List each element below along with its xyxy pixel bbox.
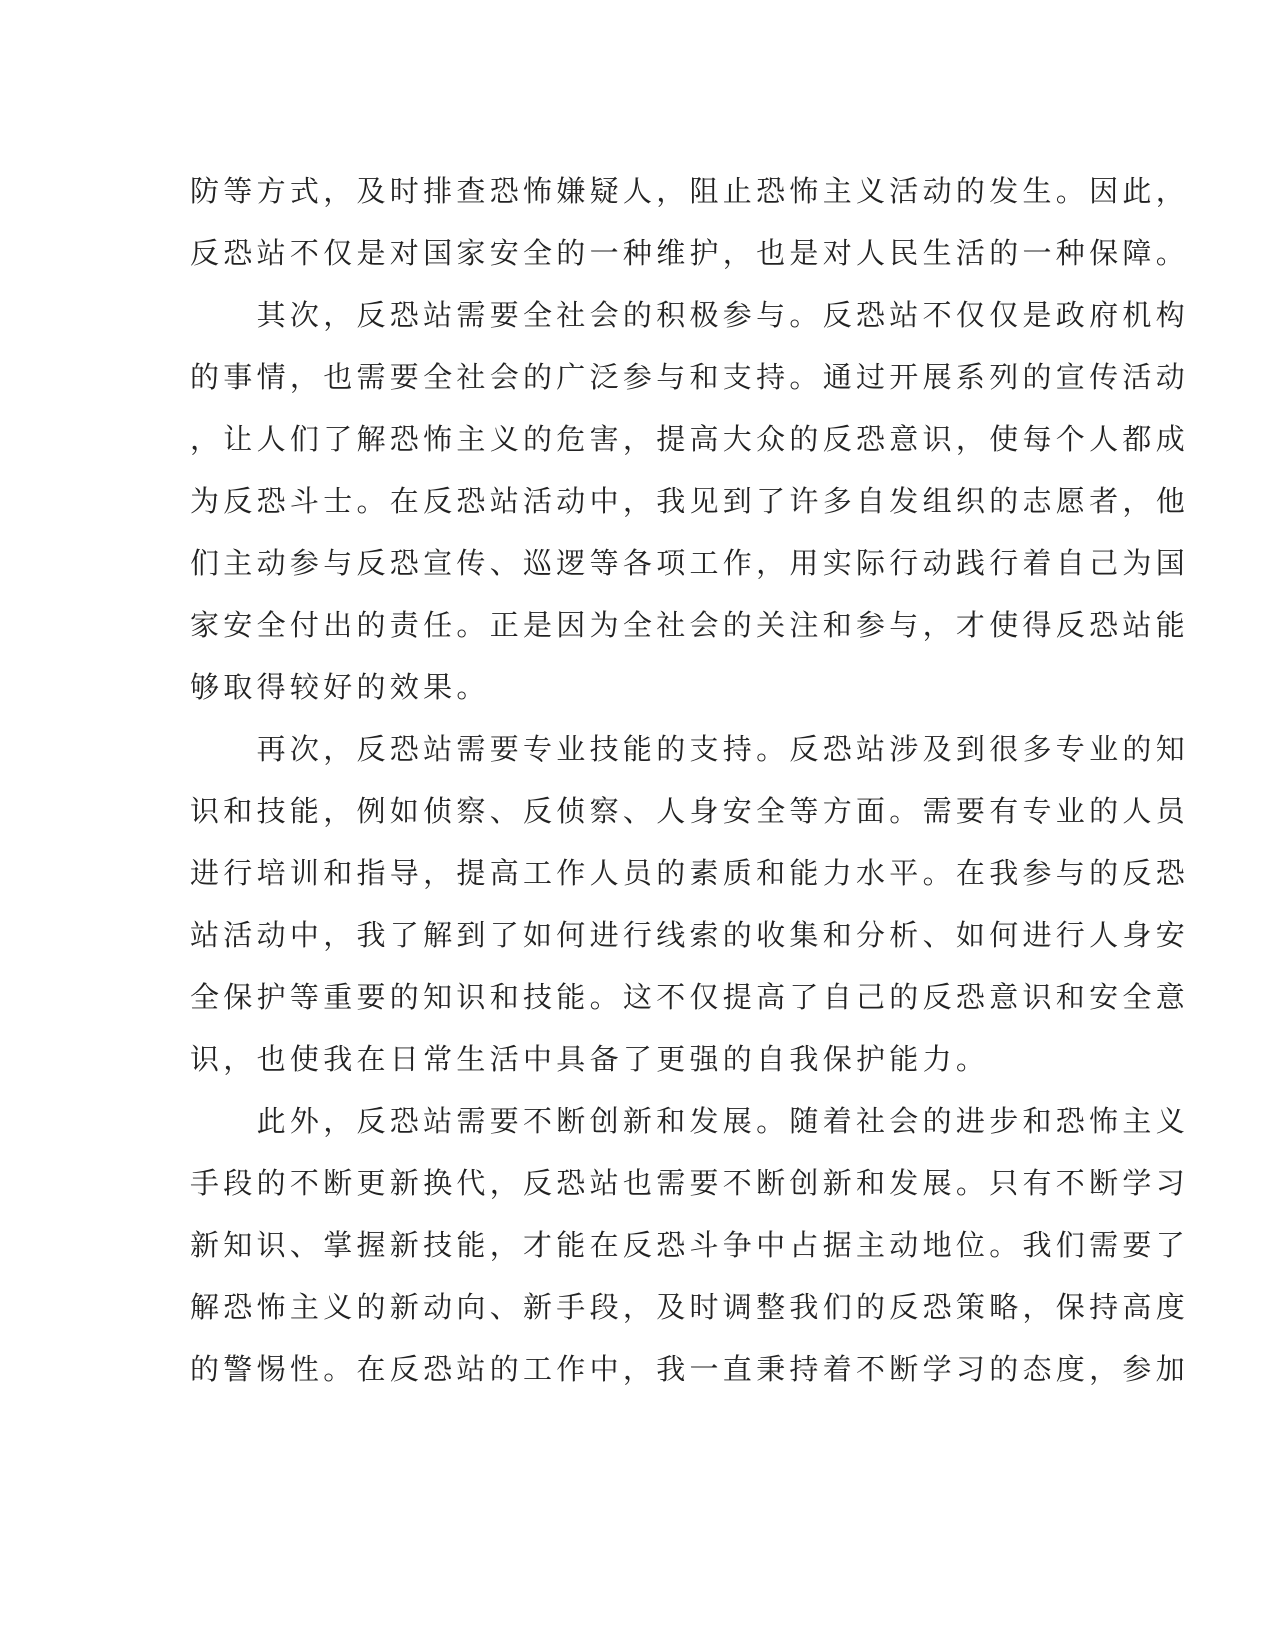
paragraph-start-line: 再次，反恐站需要专业技能的支持。反恐站涉及到很多专业的知 [190, 732, 1190, 766]
text-line: 反恐站不仅是对国家安全的一种维护，也是对人民生活的一种保障。 [190, 236, 1190, 270]
text-line: 进行培训和指导，提高工作人员的素质和能力水平。在我参与的反恐 [190, 856, 1190, 890]
text-line: 的事情，也需要全社会的广泛参与和支持。通过开展系列的宣传活动 [190, 360, 1190, 394]
text-line: 全保护等重要的知识和技能。这不仅提高了自己的反恐意识和安全意 [190, 980, 1190, 1014]
text-line: 的警惕性。在反恐站的工作中，我一直秉持着不断学习的态度，参加 [190, 1352, 1190, 1386]
text-line: ，让人们了解恐怖主义的危害，提高大众的反恐意识，使每个人都成 [190, 422, 1190, 456]
text-line: 手段的不断更新换代，反恐站也需要不断创新和发展。只有不断学习 [190, 1166, 1190, 1200]
text-line: 识，也使我在日常生活中具备了更强的自我保护能力。 [190, 1042, 990, 1076]
text-line: 够取得较好的效果。 [190, 670, 490, 704]
text-line: 站活动中，我了解到了如何进行线索的收集和分析、如何进行人身安 [190, 918, 1190, 952]
text-line: 防等方式，及时排查恐怖嫌疑人，阻止恐怖主义活动的发生。因此， [190, 174, 1190, 208]
text-line: 识和技能，例如侦察、反侦察、人身安全等方面。需要有专业的人员 [190, 794, 1190, 828]
text-line: 家安全付出的责任。正是因为全社会的关注和参与，才使得反恐站能 [190, 608, 1190, 642]
text-line: 解恐怖主义的新动向、新手段，及时调整我们的反恐策略，保持高度 [190, 1290, 1190, 1324]
paragraph-start-line: 其次，反恐站需要全社会的积极参与。反恐站不仅仅是政府机构 [190, 298, 1190, 332]
document-body [190, 160, 1190, 1400]
text-line: 新知识、掌握新技能，才能在反恐斗争中占据主动地位。我们需要了 [190, 1228, 1190, 1262]
paragraph-start-line: 此外，反恐站需要不断创新和发展。随着社会的进步和恐怖主义 [190, 1104, 1190, 1138]
text-line: 为反恐斗士。在反恐站活动中，我见到了许多自发组织的志愿者，他 [190, 484, 1190, 518]
text-line: 们主动参与反恐宣传、巡逻等各项工作，用实际行动践行着自己为国 [190, 546, 1190, 580]
